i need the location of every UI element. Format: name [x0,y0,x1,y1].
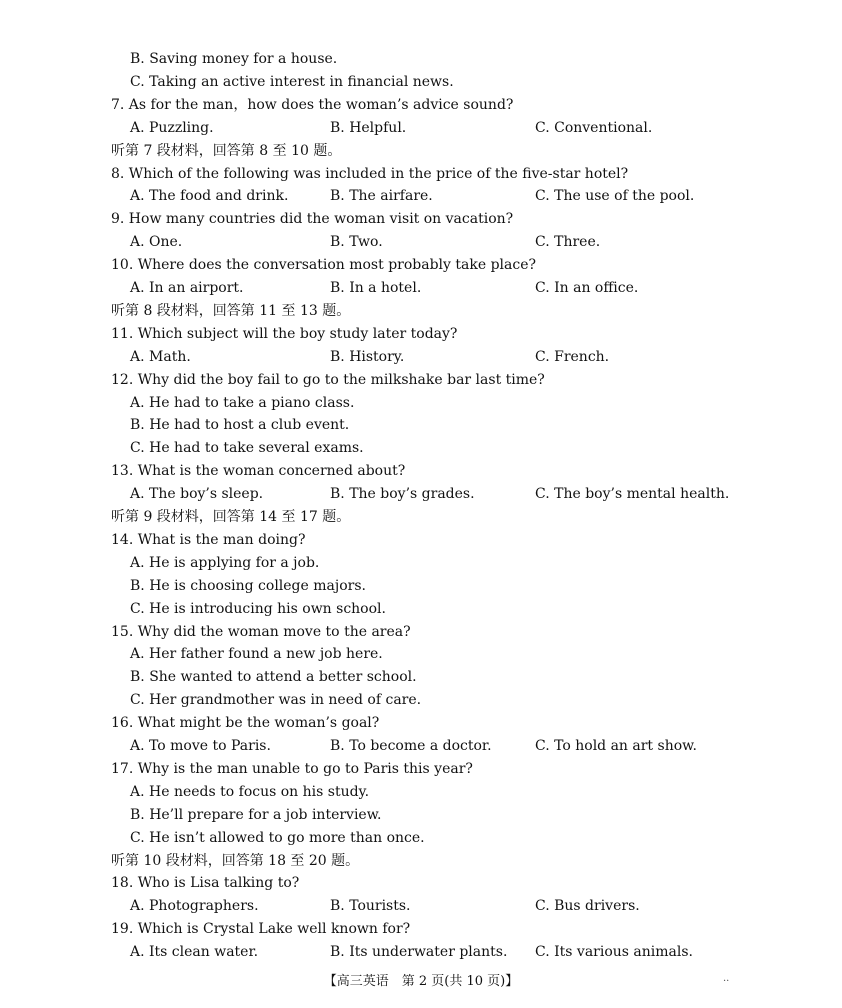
answer-option: B. Tourists. [330,898,411,914]
answer-option: B. Two. [330,234,383,250]
section-instruction: 听第 9 段材料，回答第 14 至 17 题。 [111,509,351,525]
answer-option: A. Her father found a new job here. [130,646,383,662]
answer-option: A. In an airport. [130,280,244,296]
section-instruction: 听第 8 段材料，回答第 11 至 13 题。 [111,303,351,319]
answer-option: B. He is choosing college majors. [130,578,366,594]
answer-option: A. The boy’s sleep. [130,486,264,502]
answer-option: A. Puzzling. [130,120,214,136]
answer-option: B. He had to host a club event. [130,417,350,433]
answer-option: B. In a hotel. [330,280,422,296]
answer-option: C. Taking an active interest in financial news. [130,74,454,90]
answer-option: A. Math. [130,349,191,365]
answer-option: B. Saving money for a house. [130,51,338,67]
answer-option: B. History. [330,349,405,365]
answer-option: C. French. [535,349,610,365]
answer-option: A. Its clean water. [130,944,259,960]
answer-option: C. Conventional. [535,120,653,136]
question-stem: 18. Who is Lisa talking to? [111,875,300,891]
question-stem: 7. As for the man，how does the woman’s advice sound? [111,97,514,113]
question-stem: 10. Where does the conversation most probably take place? [111,257,536,273]
answer-option: C. He isn’t allowed to go more than once. [130,830,425,846]
question-stem: 17. Why is the man unable to go to Paris this year? [111,761,473,777]
answer-option: B. To become a doctor. [330,738,492,754]
answer-option: B. She wanted to attend a better school. [130,669,417,685]
section-instruction: 听第 7 段材料，回答第 8 至 10 题。 [111,143,342,159]
answer-option: A. He had to take a piano class. [130,395,355,411]
answer-option: A. One. [130,234,183,250]
answer-option: B. Its underwater plants. [330,944,508,960]
question-stem: 9. How many countries did the woman visit on vacation? [111,211,514,227]
question-stem: 14. What is the man doing? [111,532,306,548]
answer-option: C. Its various animals. [535,944,693,960]
question-stem: 15. Why did the woman move to the area? [111,624,411,640]
answer-option: C. In an office. [535,280,639,296]
section-instruction: 听第 10 段材料，回答第 18 至 20 题。 [111,853,360,869]
answer-option: C. The use of the pool. [535,188,695,204]
answer-option: C. He is introducing his own school. [130,601,386,617]
question-stem: 11. Which subject will the boy study later today? [111,326,458,342]
answer-option: C. Her grandmother was in need of care. [130,692,422,708]
answer-option: A. He needs to focus on his study. [130,784,370,800]
answer-option: C. The boy’s mental health. [535,486,730,502]
answer-option: C. He had to take several exams. [130,440,364,456]
answer-option: C. To hold an art show. [535,738,697,754]
answer-option: A. The food and drink. [130,188,289,204]
page-footer: 【高三英语 第 2 页(共 10 页)】 [323,974,519,989]
question-stem: 13. What is the woman concerned about? [111,463,406,479]
answer-option: A. To move to Paris. [130,738,271,754]
question-stem: 16. What might be the woman’s goal? [111,715,380,731]
question-stem: 19. Which is Crystal Lake well known for? [111,921,411,937]
answer-option: C. Bus drivers. [535,898,640,914]
answer-option: C. Three. [535,234,601,250]
question-stem: 12. Why did the boy fail to go to the milkshake bar last time? [111,372,545,388]
answer-option: B. Helpful. [330,120,407,136]
corner-mark: ·· [723,976,730,987]
answer-option: A. Photographers. [130,898,259,914]
question-stem: 8. Which of the following was included in the price of the five-star hotel? [111,166,629,182]
answer-option: B. The airfare. [330,188,433,204]
answer-option: B. The boy’s grades. [330,486,475,502]
answer-option: B. He’ll prepare for a job interview. [130,807,382,823]
answer-option: A. He is applying for a job. [130,555,320,571]
